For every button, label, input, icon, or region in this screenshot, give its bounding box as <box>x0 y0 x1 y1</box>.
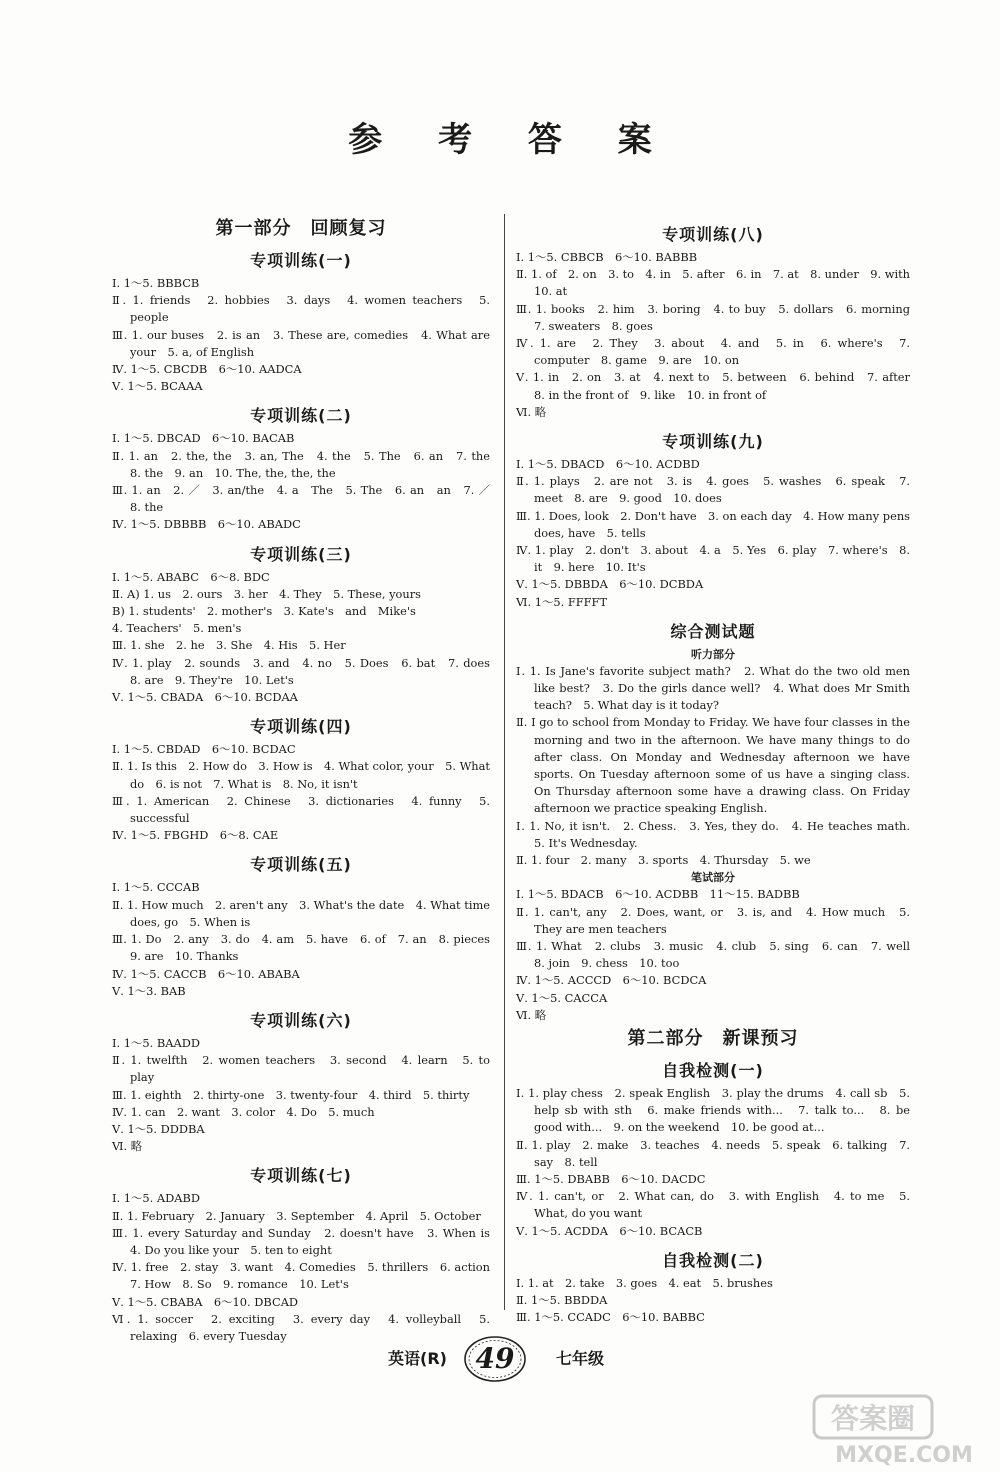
answer-line: Ⅰ. 1～5. BDACB 6～10. ACDBB 11～15. BADBB <box>516 887 800 902</box>
page-title: 参 考 答 案 <box>348 120 674 160</box>
answer-line: Ⅲ. 1. books 2. him 3. boring 4. to buy 5. dollars 6. morning 7. sweaters 8. goes <box>516 301 922 333</box>
watermark-logo-icon <box>812 1394 996 1468</box>
section-title: 自我检测(一) <box>662 1060 764 1080</box>
answer-line: Ⅳ. 1. play 2. don't 3. about 4. a 5. Yes 6. play 7. where's 8. it 9. here 10. It's <box>516 543 910 575</box>
section-title: 综合测试题 <box>670 621 756 641</box>
answer-line: Ⅲ. 1. What 2. clubs 3. music 4. club 5. sing 6. can 7. well 8. join 9. chess 10. too <box>516 938 922 971</box>
answer-line: Ⅰ. 1. at 2. take 3. goes 4. eat 5. brushes <box>516 1275 773 1290</box>
answer-line: Ⅳ. 1. can't, or 2. What can, do 3. with English 4. to me 5. What, do you want <box>516 1189 910 1221</box>
subsection-title: 笔试部分 <box>691 871 735 885</box>
section-title: 专项训练(三) <box>250 544 352 564</box>
section-title: 专项训练(四) <box>250 717 352 737</box>
answer-line: Ⅰ. 1～5. BAADD <box>112 1035 200 1050</box>
answer-line: Ⅳ. 1. play 2. sounds 3. and 4. no 5. Does 6. bat 7. does 8. are 9. They're 10. Let's <box>112 655 502 687</box>
answer-line: Ⅴ. 1～5. CBABA 6～10. DBCAD <box>112 1294 299 1309</box>
answer-line: Ⅲ. 1. every Saturday and Sunday 2. doesn't have 3. When is 4. Do you like your 5. ten to eight <box>112 1225 502 1257</box>
answer-line: Ⅱ. 1. four 2. many 3. sports 4. Thursday 5. we <box>516 853 811 868</box>
answer-line: Ⅲ. 1. she 2. he 3. She 4. His 5. Her <box>112 638 346 653</box>
section-title: 专项训练(二) <box>250 406 352 426</box>
answer-line: Ⅲ. 1～5. CCADC 6～10. BABBC <box>516 1310 705 1325</box>
answer-line: Ⅲ. 1. eighth 2. thirty-one 3. twenty-four 4. third 5. thirty <box>112 1087 470 1102</box>
answer-line: Ⅱ. 1. plays 2. are not 3. is 4. goes 5. washes 6. speak 7. meet 8. are 9. good 10. does <box>516 474 910 506</box>
answer-line: Ⅰ. 1～5. CBDAD 6～10. BCDAC <box>112 742 296 757</box>
answer-line: Ⅴ. 1～5. CBADA 6～10. BCDAA <box>112 690 298 705</box>
answer-line: Ⅲ. 1～5. DBABB 6～10. DACDC <box>516 1171 706 1186</box>
answer-line: Ⅱ. I go to school from Monday to Friday. We have four classes in the morning and two in the afternoon. We have many things to do after class. On Monday and Wednesday afternoon we have sports. On Tuesday afternoon some of us have a singing class. On Thursday afternoon some have a drawing class. On Friday afternoon we practice speaking English. <box>516 715 910 816</box>
answer-line: Ⅳ. 1. free 2. stay 3. want 4. Comedies 5. thrillers 6. action 7. How 8. So 9. romance 10. Let's <box>112 1260 502 1292</box>
answer-line: Ⅳ. 1～5. DBBBB 6～10. ABADC <box>112 517 301 532</box>
footer-subject: 英语(R) <box>388 1349 447 1368</box>
column-divider <box>504 214 505 1310</box>
answer-line: Ⅰ. 1. play chess 2. speak English 3. play the drums 4. call sb 5. help sb with sth 6. make friends with... 7. talk to... 8. be good with... 9. on the weekend 10. be good at... <box>516 1085 910 1135</box>
footer-grade: 七年级 <box>556 1349 605 1368</box>
answer-line: Ⅱ. 1. February 2. January 3. September 4. April 5. October <box>112 1208 481 1223</box>
right-column <box>516 214 922 1326</box>
answer-line: Ⅵ. 略 <box>516 1007 547 1022</box>
answer-line: Ⅴ. 1. in 2. on 3. at 4. next to 5. between 6. behind 7. after 8. in the front of 9. like 10. in front of <box>516 370 922 402</box>
answer-line: Ⅰ. 1～5. ABABC 6～8. BDC <box>112 569 270 584</box>
page-number: 49 <box>475 1342 515 1375</box>
subsection-title: 听力部分 <box>691 647 735 661</box>
answer-line: Ⅱ. 1. of 2. on 3. to 4. in 5. after 6. in 7. at 8. under 9. with 10. at <box>516 267 922 299</box>
answer-line: Ⅳ. 1～5. CACCB 6～10. ABABA <box>112 966 300 981</box>
answer-line: Ⅰ. 1～5. CBBCB 6～10. BABBB <box>516 250 698 264</box>
answer-line: Ⅱ. 1. How much 2. aren't any 3. What's the date 4. What time does, go 5. When is <box>112 897 490 929</box>
answer-line: Ⅳ. 1～5. CBCDB 6～10. AADCA <box>112 362 302 377</box>
answer-line: Ⅰ. 1～5. DBACD 6～10. ACDBD <box>516 457 700 472</box>
answer-line: B) 1. students' 2. mother's 3. Kate's and Mike's <box>112 604 416 619</box>
svg-text:MXQE.COM: MXQE.COM <box>835 1443 973 1468</box>
answer-line: Ⅳ. 1～5. ACCCD 6～10. BCDCA <box>516 973 707 988</box>
answer-line: Ⅵ. 略 <box>516 404 547 419</box>
section-title: 专项训练(九) <box>662 432 764 452</box>
watermark-logo <box>812 1394 996 1468</box>
answer-line: Ⅴ. 1～5. CACCA <box>516 990 608 1005</box>
answer-line: Ⅱ. 1. friends 2. hobbies 3. days 4. women teachers 5. people <box>112 293 490 325</box>
section-title: 专项训练(五) <box>250 855 352 875</box>
answer-line: Ⅱ. 1. play 2. make 3. teaches 4. needs 5. speak 6. talking 7. say 8. tell <box>516 1137 910 1169</box>
answer-line: Ⅰ. 1～5. DBCAD 6～10. BACAB <box>112 431 295 446</box>
answer-line: Ⅴ. 1～5. DBBDA 6～10. DCBDA <box>516 577 704 592</box>
answer-line: Ⅱ. A) 1. us 2. ours 3. her 4. They 5. These, yours <box>112 586 421 601</box>
answer-line: Ⅱ. 1. twelfth 2. women teachers 3. second 4. learn 5. to play <box>112 1053 490 1085</box>
answer-line: Ⅲ. 1. our buses 2. is an 3. These are, comedies 4. What are your 5. a, of English <box>112 327 490 359</box>
section-title: 专项训练(一) <box>250 251 352 270</box>
answer-line: Ⅱ. 1. can't, any 2. Does, want, or 3. is, and 4. How much 5. They are men teachers <box>516 904 910 936</box>
answer-line: Ⅱ. 1. an 2. the, the 3. an, The 4. the 5. The 6. an 7. the 8. the 9. an 10. The, the, the, the <box>112 448 502 480</box>
part-title: 第一部分 回顾复习 <box>215 218 387 239</box>
answer-line: Ⅰ. 1～5. CCCAB <box>112 880 200 895</box>
answer-line: Ⅰ. 1～5. ADABD <box>112 1191 200 1206</box>
answer-line: Ⅴ. 1～5. DDDBA <box>112 1121 205 1136</box>
page-footer <box>0 1338 1000 1388</box>
section-title: 专项训练(七) <box>250 1166 352 1186</box>
answer-line: Ⅵ. 1～5. FFFFT <box>516 594 608 609</box>
answer-line: Ⅲ. 1. American 2. Chinese 3. dictionaries 4. funny 5. successful <box>112 793 490 826</box>
svg-text:答案圈: 答案圈 <box>830 1402 916 1435</box>
answer-line: 4. Teachers' 5. men's <box>112 621 242 636</box>
answer-line: Ⅴ. 1～3. BAB <box>112 983 186 998</box>
answer-line: Ⅳ. 1. are 2. They 3. about 4. and 5. in 6. where's 7. computer 8. game 9. are 10. on <box>516 336 910 368</box>
left-column <box>112 214 502 1345</box>
answer-line: Ⅱ. 1～5. BBDDA <box>516 1292 608 1307</box>
answer-line: Ⅲ. 1. an 2. ／ 3. an/the 4. a The 5. The 6. an an 7. ／ 8. the <box>112 483 502 515</box>
section-title: 专项训练(六) <box>250 1010 352 1030</box>
section-title: 自我检测(二) <box>662 1250 764 1270</box>
answer-line: Ⅰ. 1～5. BBBCB <box>112 276 200 290</box>
answer-line: Ⅵ. 1. soccer 2. exciting 3. every day 4. volleyball 5. relaxing 6. every Tuesday <box>112 1311 490 1343</box>
part-title: 第二部分 新课预习 <box>627 1027 799 1049</box>
answer-line: Ⅳ. 1. can 2. want 3. color 4. Do 5. much <box>112 1104 375 1119</box>
answer-line: Ⅴ. 1～5. ACDDA 6～10. BCACB <box>516 1223 703 1238</box>
answer-line: Ⅲ. 1. Does, look 2. Don't have 3. on each day 4. How many pens does, have 5. tells <box>516 508 910 540</box>
answer-line: Ⅰ. 1. No, it isn't. 2. Chess. 3. Yes, they do. 4. He teaches math. 5. It's Wednesday. <box>516 818 922 850</box>
answer-line: Ⅰ. 1. Is Jane's favorite subject math? 2. What do the two old men like best? 3. Do the girls dance well? 4. What does Mr Smith teach? 5. What day is it today? <box>516 663 910 713</box>
answer-line: Ⅵ. 略 <box>112 1139 143 1154</box>
answer-line: Ⅴ. 1～5. BCAAA <box>112 379 203 394</box>
answer-line: Ⅲ. 1. Do 2. any 3. do 4. am 5. have 6. of 7. an 8. pieces 9. are 10. Thanks <box>112 932 502 964</box>
answer-line: Ⅳ. 1～5. FBGHD 6～8. CAE <box>112 828 279 843</box>
section-title: 专项训练(八) <box>662 225 764 244</box>
answer-line: Ⅱ. 1. Is this 2. How do 3. How is 4. What color, your 5. What do 6. is not 7. What is 8. No, it isn't <box>112 759 491 791</box>
